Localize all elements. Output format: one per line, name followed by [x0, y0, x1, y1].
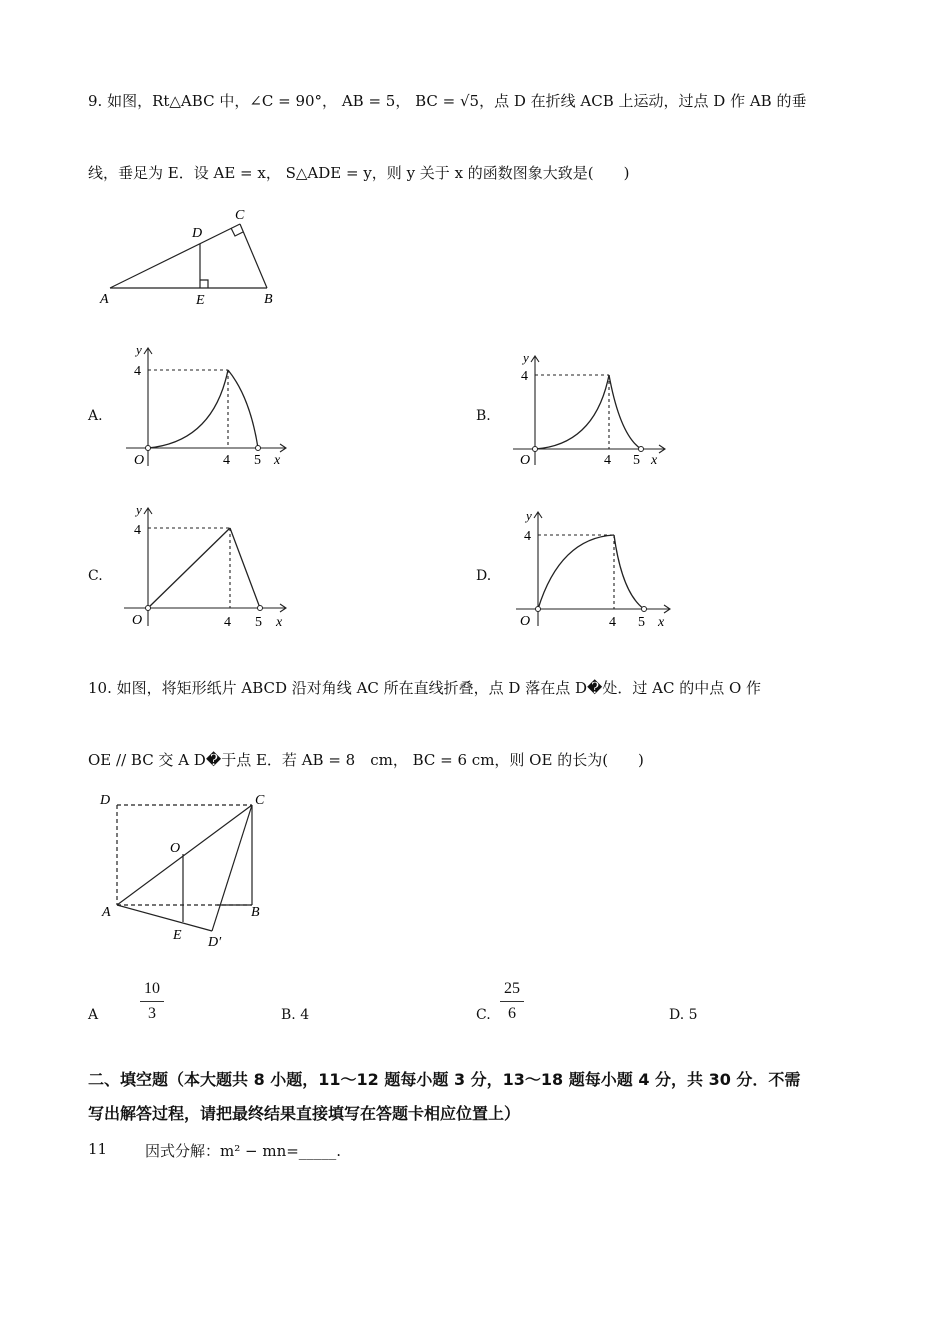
svg-text:5: 5 — [255, 615, 262, 630]
svg-text:O: O — [132, 613, 143, 628]
label-e: E — [196, 293, 205, 308]
svg-text:4: 4 — [134, 523, 141, 538]
label-d: D — [192, 226, 203, 241]
label-c: C — [235, 208, 245, 223]
label-b: B — [264, 292, 273, 307]
svg-text:y: y — [136, 342, 142, 357]
q9-option-d-label: D. — [476, 568, 492, 584]
svg-text:E: E — [173, 928, 182, 943]
svg-text:y: y — [526, 508, 532, 523]
q9-option-c-graph — [118, 502, 298, 632]
q9-option-b-graph — [505, 350, 685, 475]
q10-line1: 10. 如图，将矩形纸片 ABCD 沿对角线 AC 所在直线折叠，点 D 落在点 D�处．过 AC 的中点 O 作 — [88, 679, 762, 697]
svg-text:D′: D′ — [208, 935, 222, 950]
svg-text:O: O — [520, 453, 531, 468]
svg-text:O: O — [520, 614, 531, 629]
q10-fold-figure — [92, 785, 282, 955]
svg-text:C: C — [255, 793, 265, 808]
svg-text:5: 5 — [638, 615, 645, 630]
svg-text:4: 4 — [224, 615, 231, 630]
segment-cb — [240, 224, 267, 288]
svg-text:y: y — [136, 502, 142, 517]
svg-text:4: 4 — [223, 453, 230, 468]
q10-option-a-fraction: 10 3 — [140, 980, 164, 1023]
svg-text:5: 5 — [633, 453, 640, 468]
svg-text:4: 4 — [134, 364, 141, 379]
svg-text:x: x — [274, 453, 281, 468]
svg-text:4: 4 — [604, 453, 611, 468]
q9-line1: 9. 如图，Rt△ABC 中，∠C = 90°， AB = 5， BC = √5，点 D 在折线 ACB 上运动，过点 D 作 AB 的垂 — [88, 92, 807, 110]
svg-text:x: x — [658, 615, 665, 630]
q10-line2: OE // BC 交 A D�于点 E．若 AB = 8 cm， BC = 6 cm，则 OE 的长为( ) — [88, 751, 644, 769]
q11-number: 11 — [88, 1140, 108, 1158]
svg-text:4: 4 — [524, 529, 531, 544]
svg-text:y: y — [523, 350, 529, 365]
svg-text:5: 5 — [254, 453, 261, 468]
right-angle-e — [200, 280, 208, 288]
section2-heading-line2: 写出解答过程，请把最终结果直接填写在答题卡相应位置上） — [88, 1104, 521, 1123]
q10-option-c-label: C. — [476, 1007, 491, 1023]
right-angle-c — [231, 228, 243, 236]
q11-text: 因式分解：m² − mn=_____. — [145, 1142, 342, 1160]
svg-text:4: 4 — [609, 615, 616, 630]
svg-text:4: 4 — [521, 369, 528, 384]
q9-line2: 线，垂足为 E．设 AE = x， S△ADE = y，则 y 关于 x 的函数图象大致是( ) — [88, 164, 630, 182]
q10-option-a-label: A — [88, 1007, 99, 1023]
svg-text:A: A — [102, 905, 111, 920]
svg-text:O: O — [170, 841, 181, 856]
svg-text:x: x — [276, 615, 283, 630]
q10-option-b: B. 4 — [281, 1007, 310, 1023]
segment-ac — [110, 224, 240, 288]
q9-option-b-label: B. — [476, 408, 491, 424]
q9-option-c-label: C. — [88, 568, 103, 584]
q9-triangle-figure — [95, 205, 295, 315]
q10-option-c-fraction: 25 6 — [500, 980, 524, 1023]
q9-option-d-graph — [510, 508, 690, 633]
q9-option-a-label: A. — [88, 408, 103, 424]
section2-heading-line1: 二、填空题（本大题共 8 小题，11～12 题每小题 3 分，13～18 题每小题 4 分，共 30 分．不需 — [88, 1070, 801, 1089]
label-a: A — [100, 292, 109, 307]
svg-text:x: x — [651, 453, 658, 468]
svg-text:D: D — [100, 793, 111, 808]
q9-option-a-graph — [118, 342, 298, 472]
svg-text:B: B — [251, 905, 260, 920]
svg-text:O: O — [134, 453, 145, 468]
q10-option-d: D. 5 — [669, 1007, 698, 1023]
